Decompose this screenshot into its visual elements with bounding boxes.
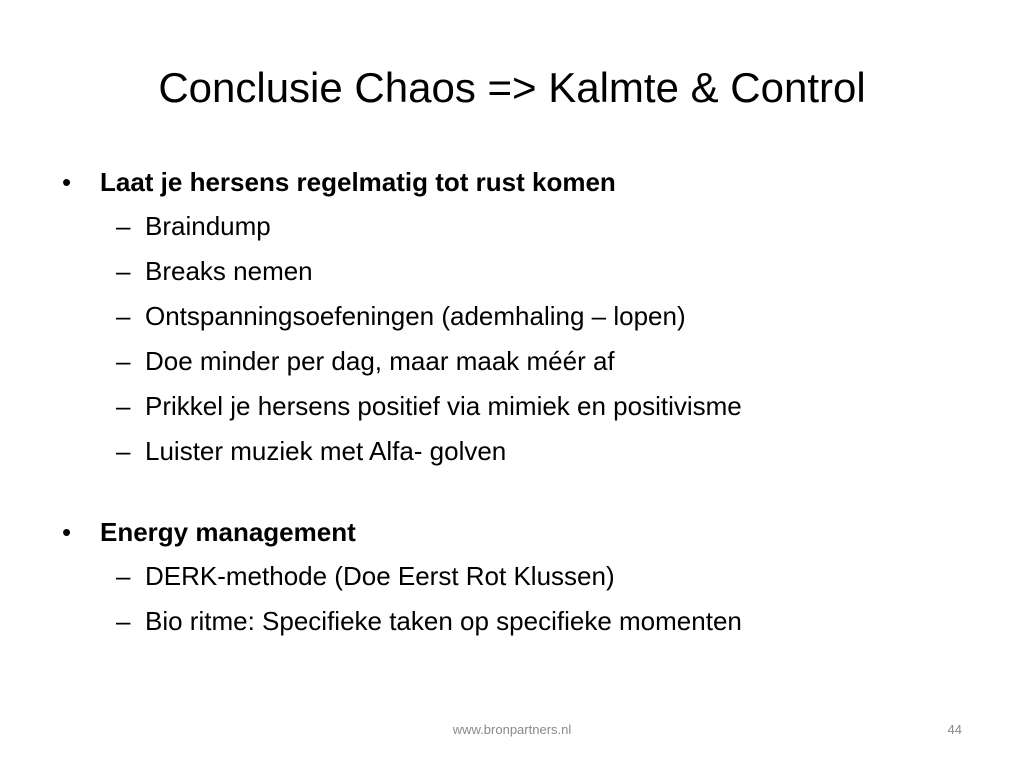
slide-body xyxy=(62,160,962,644)
dash-icon: – xyxy=(116,256,131,286)
sub-bullet-text: Braindump xyxy=(145,211,271,241)
slide-title: Conclusie Chaos => Kalmte & Control xyxy=(158,64,866,111)
dash-icon: – xyxy=(116,346,131,376)
sub-bullet-item xyxy=(62,599,962,644)
sub-bullet-item xyxy=(62,204,962,249)
bullet-icon: • xyxy=(62,167,72,197)
footer-url: www.bronpartners.nl xyxy=(452,722,572,737)
bullet-heading: Energy management xyxy=(100,517,356,547)
sub-bullet-item xyxy=(62,429,962,474)
dash-icon: – xyxy=(116,436,131,466)
sub-bullet-text: Bio ritme: Specifieke taken op specifieke momenten xyxy=(145,606,742,636)
sub-bullet-item xyxy=(62,384,962,429)
sub-bullet-item xyxy=(62,339,962,384)
sub-bullet-item xyxy=(62,249,962,294)
bullet-heading: Laat je hersens regelmatig tot rust komen xyxy=(100,167,616,197)
page-number: 44 xyxy=(947,722,962,737)
dash-icon: – xyxy=(116,301,131,331)
dash-icon: – xyxy=(116,561,131,591)
sub-bullet-text: Doe minder per dag, maar maak méér af xyxy=(145,346,615,376)
dash-icon: – xyxy=(116,211,131,241)
bullet-item xyxy=(62,510,962,554)
dash-icon: – xyxy=(116,391,131,421)
sub-bullet-item xyxy=(62,554,962,599)
dash-icon: – xyxy=(116,606,131,636)
sub-bullet-item xyxy=(62,294,962,339)
sub-bullet-text: Ontspanningsoefeningen (ademhaling – lopen) xyxy=(145,301,686,331)
sub-bullet-text: Luister muziek met Alfa- golven xyxy=(145,436,507,466)
sub-bullet-text: DERK-methode (Doe Eerst Rot Klussen) xyxy=(145,561,615,591)
sub-bullet-text: Breaks nemen xyxy=(145,256,313,286)
sub-bullet-text: Prikkel je hersens positief via mimiek en positivisme xyxy=(145,391,742,421)
bullet-icon: • xyxy=(62,517,72,547)
bullet-item xyxy=(62,160,962,204)
section-spacer xyxy=(62,474,962,510)
